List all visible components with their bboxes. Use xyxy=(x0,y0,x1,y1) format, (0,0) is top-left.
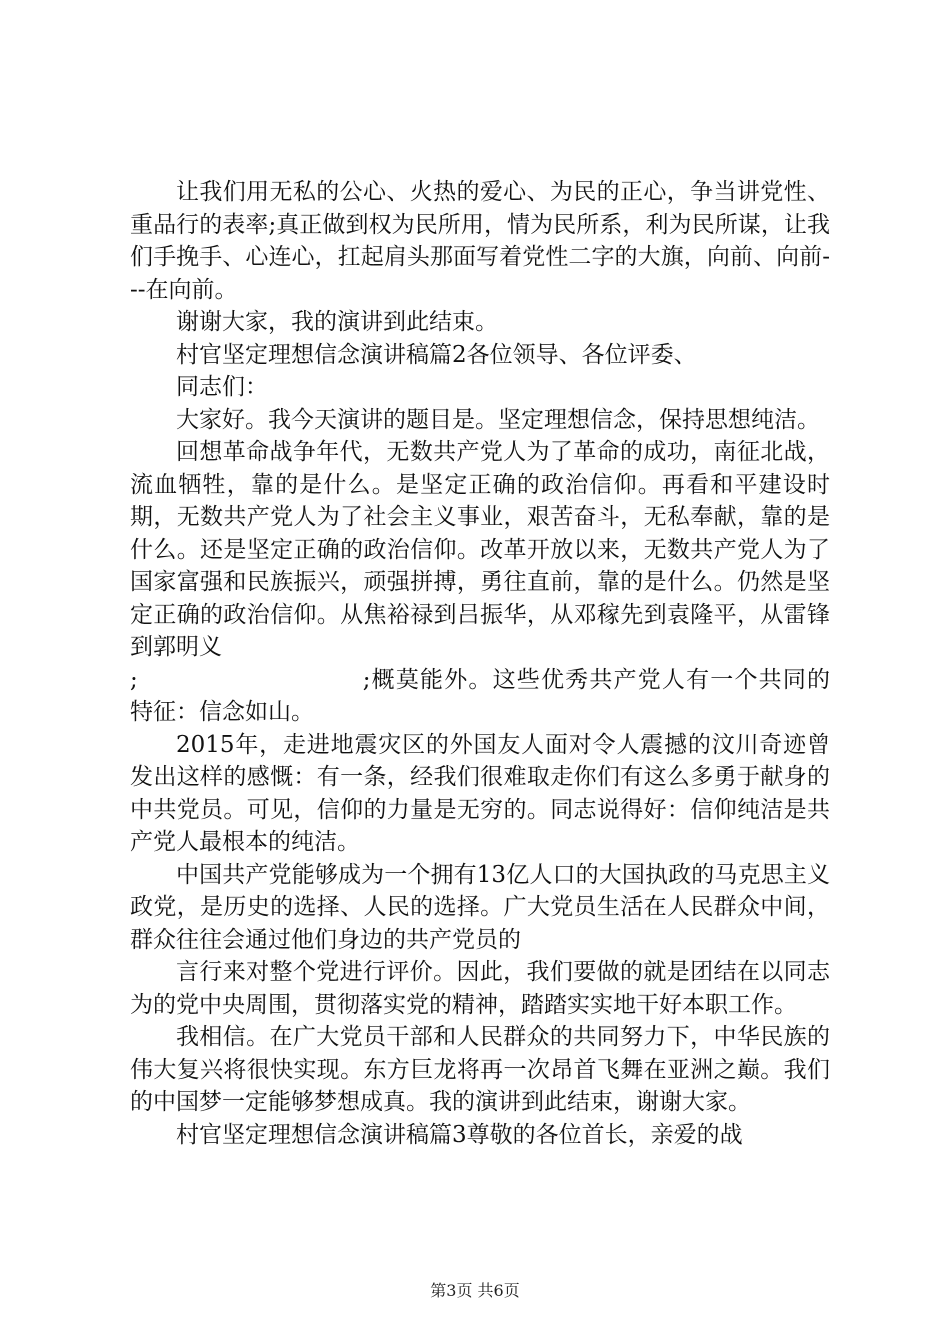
paragraph: 中国共产党能够成为一个拥有13亿人口的大国执政的马克思主义政党，是历史的选择、人民的选择。广大党员生活在人民群众中间，群众往往会通过他们身边的共产党员的 xyxy=(130,861,830,953)
body-text xyxy=(130,176,830,1151)
paragraph: 村官坚定理想信念演讲稿篇3尊敬的各位首长，亲爱的战 xyxy=(176,1121,743,1148)
paragraph: 2015年，走进地震灾区的外国友人面对令人震撼的汶川奇迹曾发出这样的感慨：有一条，经我们很难取走你们有这么多勇于献身的中共党员。可见，信仰的力量是无穷的。同志说得好：信仰纯洁是共产党人最根本的纯洁。 xyxy=(130,731,830,855)
paragraph: 村官坚定理想信念演讲稿篇2各位领导、各位评委、 xyxy=(176,341,697,368)
text-fragment: ;概莫能外。这些优秀共产党人有一个共同的特征：信念如山。 xyxy=(130,666,830,725)
paragraph: 我相信。在广大党员干部和人民群众的共同努力下，中华民族的伟大复兴将很快实现。东方巨龙将再一次昂首飞舞在亚洲之巅。我们的中国梦一定能够梦想成真。我的演讲到此结束，谢谢大家。 xyxy=(130,1024,830,1115)
semicolon-fragment: ; xyxy=(130,666,138,693)
page-footer: 第3页 共6页 xyxy=(430,1281,520,1300)
paragraph: 让我们用无私的公心、火热的爱心、为民的正心，争当讲党性、重品行的表率;真正做到权为民所用，情为民所系，利为民所谋，让我们手挽手、心连心，扛起肩头那面写着党性二字的大旗，向前、向前---在向前。 xyxy=(130,179,830,303)
paragraph: 同志们： xyxy=(176,374,268,400)
paragraph: 回想革命战争年代，无数共产党人为了革命的成功，南征北战，流血牺牲，靠的是什么。是坚定正确的政治信仰。再看和平建设时期，无数共产党人为了社会主义事业，艰苦奋斗，无私奉献，靠的是什么。还是坚定正确的政治信仰。改革开放以来，无数共产党人为了国家富强和民族振兴，顽强拼搏，勇往直前，靠的是什么。仍然是坚定正确的政治信仰。从焦裕禄到吕振华，从邓稼先到袁隆平，从雷锋到郭明义 xyxy=(130,439,830,660)
paragraph-continuation xyxy=(130,664,830,729)
paragraph: 言行来对整个党进行评价。因此，我们要做的就是团结在以同志为的党中央周围，贯彻落实党的精神，踏踏实实地干好本职工作。 xyxy=(130,959,830,1018)
paragraph: 大家好。我今天演讲的题目是。坚定理想信念，保持思想纯洁。 xyxy=(176,406,820,433)
paragraph: 谢谢大家，我的演讲到此结束。 xyxy=(176,309,498,335)
